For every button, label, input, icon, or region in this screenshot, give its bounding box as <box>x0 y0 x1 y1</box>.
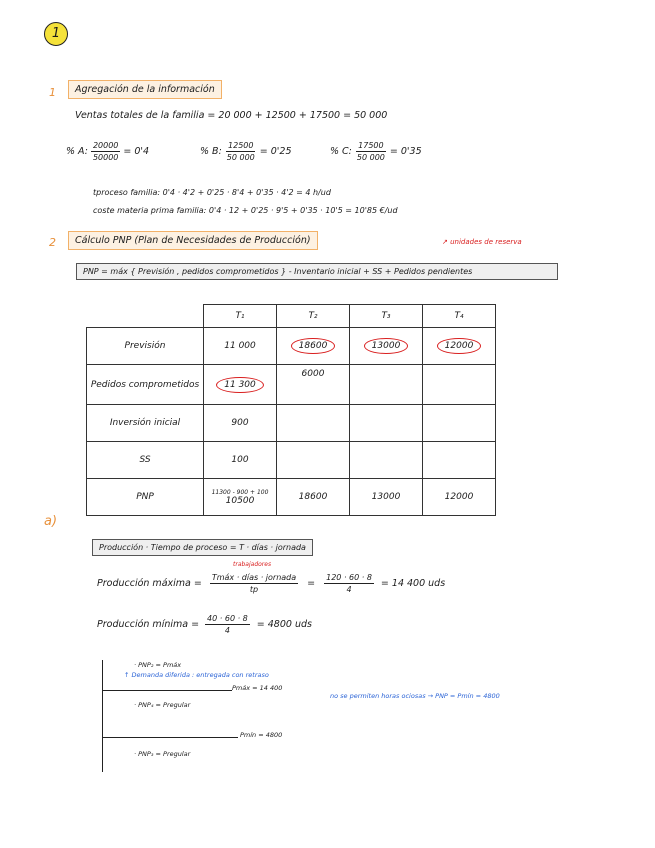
annotation-unidades-reserva: ↗ unidades de reserva <box>442 238 522 246</box>
table-cell: 11 000 <box>204 328 277 365</box>
pmin-line <box>102 737 238 738</box>
horas-ociosas-note: no se permiten horas ociosas → PNP = Pmín = 4800 <box>330 692 500 700</box>
table-cell: 12000 <box>423 479 496 516</box>
table-cell <box>204 365 277 405</box>
table-cell <box>423 405 496 442</box>
table-header-t4: T₄ <box>423 305 496 328</box>
pnp2-label: · PNP₂ = Pmáx <box>134 661 182 669</box>
table-cell: 900 <box>204 405 277 442</box>
table-cell <box>350 328 423 365</box>
pnp3-label: · PNP₃ = Pregular <box>134 750 191 758</box>
row-label: Pedidos comprometidos <box>87 365 204 405</box>
demanda-diferida: ↑ Demanda diferida : entregada con retraso <box>124 671 269 679</box>
pct-b: % B: $\frac{12500}{50 000}$ = 0'25 <box>200 141 292 162</box>
table-header-t1: T₁ <box>204 305 277 328</box>
pct-c: % C: $\frac{17500}{50 000}$ = 0'35 <box>330 141 422 162</box>
table-cell <box>277 328 350 365</box>
row-label: PNP <box>87 479 204 516</box>
table-cell: 100 <box>204 442 277 479</box>
table-cell <box>350 442 423 479</box>
trabajadores-note: trabajadores <box>233 561 272 568</box>
part-a-label: a) <box>44 514 58 529</box>
coste-materia-prima: coste materia prima familia: 0'4 · 12 + 0'25 · 9'5 + 0'35 · 10'5 = 10'85 €/ud <box>93 206 398 215</box>
pnp-formula: PNP = máx { Previsión , pedidos comprometidos } - Inventario inicial + SS + Pedidos pendientes <box>76 263 558 280</box>
circled-value: 18600 <box>291 338 336 354</box>
circled-value: 12000 <box>437 338 482 354</box>
table-cell <box>277 405 350 442</box>
table-row-inversion <box>87 405 496 442</box>
pmin-label: Pmín = 4800 <box>240 731 283 739</box>
table-header-t3: T₃ <box>350 305 423 328</box>
section2-number: 2 <box>49 236 56 249</box>
produccion-box: Producción · Tiempo de proceso = T · días · jornada <box>92 539 313 556</box>
table-cell: 11300 - 900 + 100 10500 <box>204 479 277 516</box>
pnp4-label: · PNP₄ = Pregular <box>134 701 191 709</box>
circled-value: 11 300 <box>216 377 264 393</box>
table-row-prevision <box>87 328 496 365</box>
table-row-pedidos <box>87 365 496 405</box>
circled-value: 13000 <box>364 338 409 354</box>
table-cell <box>277 442 350 479</box>
produccion-minima: Producción mínima = $\frac{40 \cdot 60 \cdot 8}{4}$ = 4800 uds <box>97 614 312 635</box>
pnp-table <box>86 304 496 516</box>
table-cell: 13000 <box>350 479 423 516</box>
table-cell <box>423 442 496 479</box>
table-header-t2: T₂ <box>277 305 350 328</box>
table-cell: 6000 <box>277 365 350 405</box>
section1-title: Agregación de la información <box>68 80 222 99</box>
section1-number: 1 <box>49 86 56 99</box>
row-label: SS <box>87 442 204 479</box>
table-cell <box>423 365 496 405</box>
table-cell: 18600 <box>277 479 350 516</box>
table-cell <box>423 328 496 365</box>
produccion-maxima: Producción máxima = $\frac{\text{Tmáx · días · jornada}}{tp}$ = $\frac{120 \cdot 60 \cdot 8}{4}$ = 14 400 uds <box>97 573 446 594</box>
row-label: Inversión inicial <box>87 405 204 442</box>
row-label: Previsión <box>87 328 204 365</box>
table-cell <box>350 405 423 442</box>
table-row-ss <box>87 442 496 479</box>
pmax-line <box>102 690 232 691</box>
section2-title: Cálculo PNP (Plan de Necesidades de Producción) <box>68 231 318 250</box>
table-header-row <box>87 305 496 328</box>
table-cell <box>350 365 423 405</box>
diagram-axis <box>102 660 103 772</box>
pmax-label: Pmáx = 14 400 <box>232 684 283 692</box>
ventas-totales: Ventas totales de la familia = 20 000 + 12500 + 17500 = 50 000 <box>75 110 388 121</box>
pct-a: % A: $\frac{20000}{50000}$ = 0'4 <box>66 141 150 162</box>
table-row-pnp <box>87 479 496 516</box>
tproceso-familia: tproceso familia: 0'4 · 4'2 + 0'25 · 8'4 + 0'35 · 4'2 = 4 h/ud <box>93 188 331 197</box>
arrow-up-icon: ↗ <box>442 238 448 246</box>
pnp-calc: 11300 - 900 + 100 <box>211 488 269 496</box>
problem-number: 1 <box>44 22 68 46</box>
